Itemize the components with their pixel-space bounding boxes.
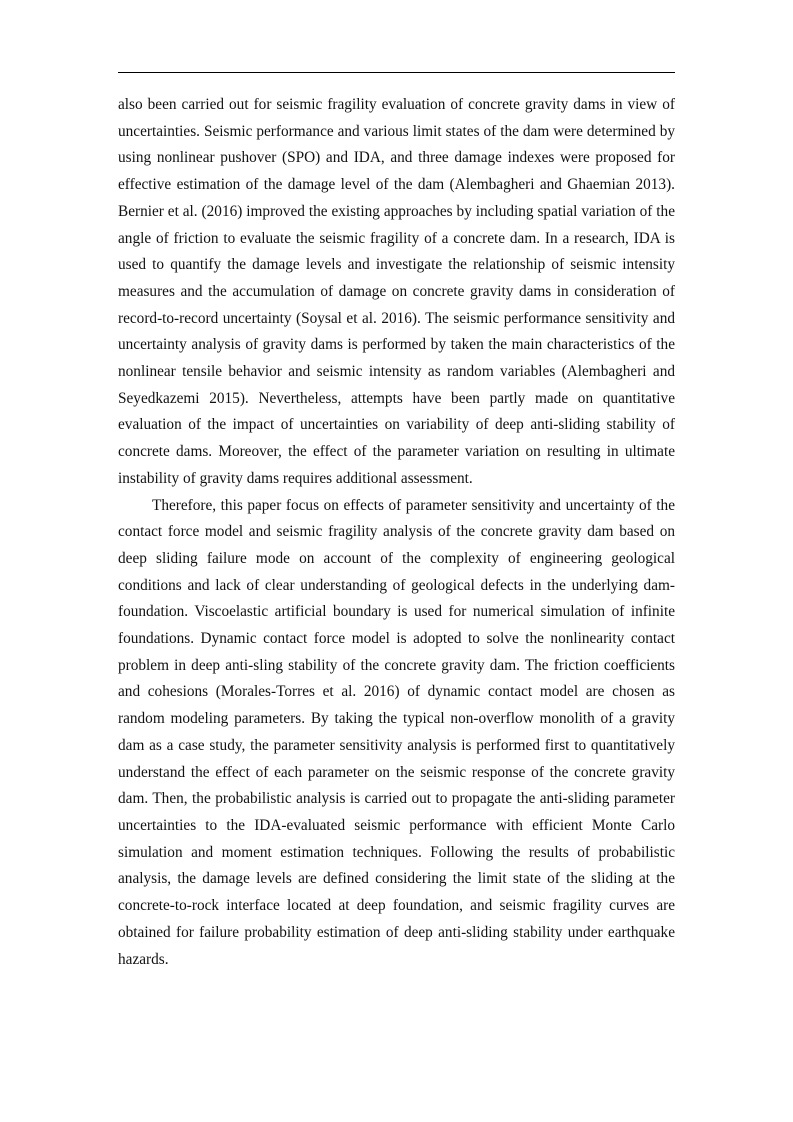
paragraph-continuation: also been carried out for seismic fragility evaluation of concrete gravity dams in view of uncertainties. Seismic performance and various limit states of the dam were determined by using nonlinear pushover (SPO) and IDA, and three damage indexes were proposed for effective estimation of the damage level of the dam (Alembagheri and Ghaemian 2013). Bernier et al. (2016) improved the existing approaches by including spatial variation of the angle of friction to evaluate the seismic fragility of a concrete dam. In a research, IDA is used to quantify the damage levels and investigate the relationship of seismic intensity measures and the accumulation of damage on concrete gravity dams in consideration of record-to-record uncertainty (Soysal et al. 2016). The seismic performance sensitivity and uncertainty analysis of gravity dams is performed by taken the main characteristics of the nonlinear tensile behavior and seismic intensity as random variables (Alembagheri and Seyedkazemi 2015). Nevertheless, attempts have been partly made on quantitative evaluation of the impact of uncertainties on variability of deep anti-sliding stability of concrete dams. Moreover, the effect of the parameter variation on resulting in ultimate instability of gravity dams requires additional assessment. [118, 96, 675, 487]
body-text [118, 92, 675, 973]
paragraph-therefore: Therefore, this paper focus on effects of parameter sensitivity and uncertainty of the contact force model and seismic fragility analysis of the concrete gravity dam based on deep sliding failure mode on account of the complexity of engineering geological conditions and lack of clear understanding of geological defects in the underlying dam-foundation. Viscoelastic artificial boundary is used for numerical simulation of infinite foundations. Dynamic contact force model is adopted to solve the nonlinearity contact problem in deep anti-sling stability of the concrete gravity dam. The friction coefficients and cohesions (Morales-Torres et al. 2016) of dynamic contact model are chosen as random modeling parameters. By taking the typical non-overflow monolith of a gravity dam as a case study, the parameter sensitivity analysis is performed first to quantitatively understand the effect of each parameter on the seismic response of the concrete gravity dam. Then, the probabilistic analysis is carried out to propagate the anti-sliding parameter uncertainties to the IDA-evaluated seismic performance with efficient Monte Carlo simulation and moment estimation techniques. Following the results of probabilistic analysis, the damage levels are defined considering the limit state of the sliding at the concrete-to-rock interface located at deep foundation, and seismic fragility curves are obtained for failure probability estimation of deep anti-sliding stability under earthquake hazards. [118, 496, 675, 968]
header-rule [118, 72, 675, 73]
